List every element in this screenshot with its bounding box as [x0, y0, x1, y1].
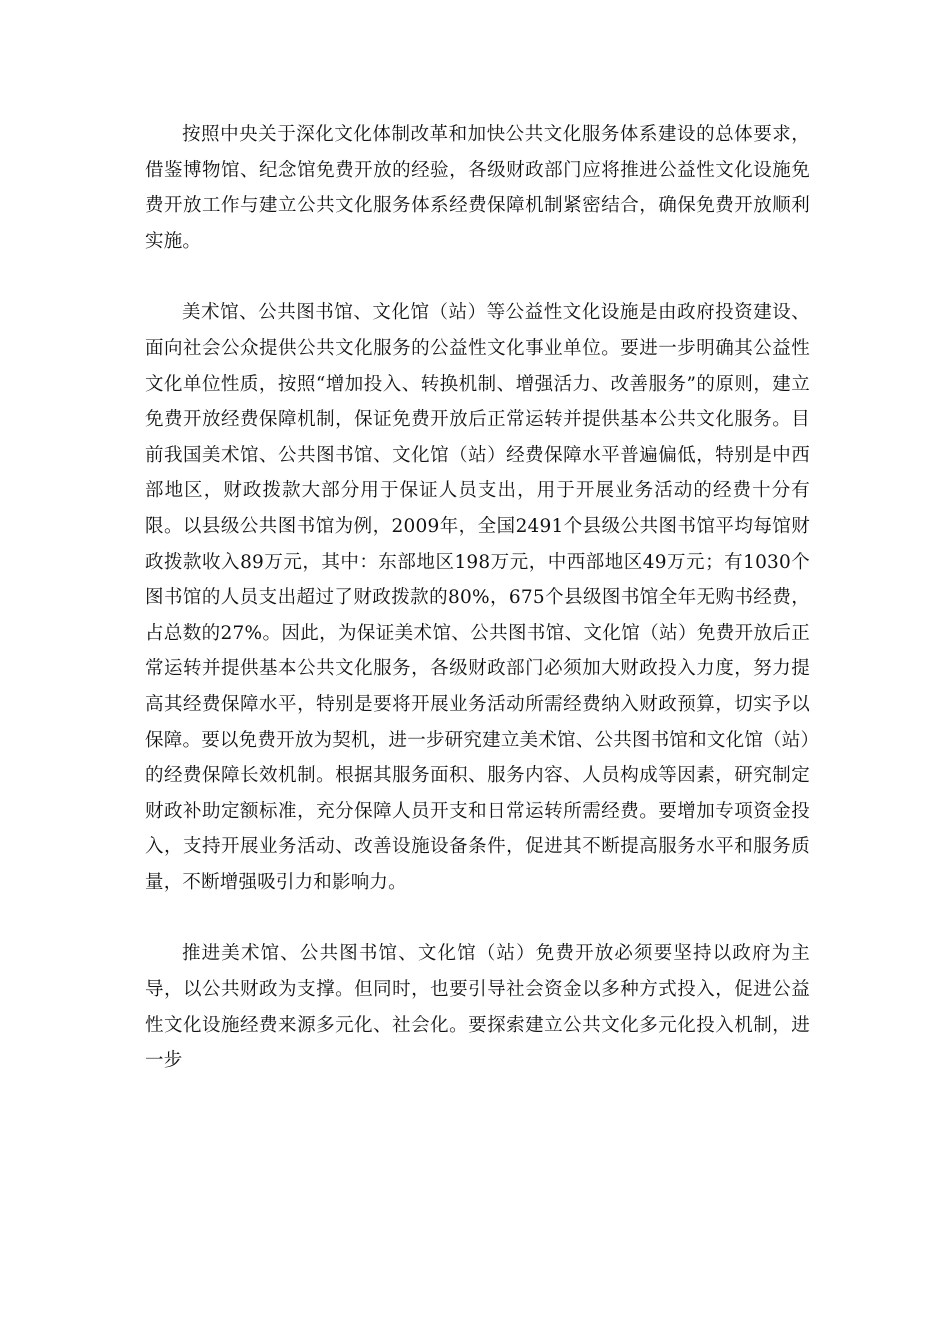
document-body: [145, 117, 810, 1079]
paragraph-1: 按照中央关于深化文化体制改革和加快公共文化服务体系建设的总体要求，借鉴博物馆、纪念馆免费开放的经验，各级财政部门应将推进公益性文化设施免费开放工作与建立公共文化服务体系经费保障机制紧密结合，确保免费开放顺利实施。: [145, 124, 810, 252]
paragraph-3: 推进美术馆、公共图书馆、文化馆（站）免费开放必须要坚持以政府为主导，以公共财政为支撑。但同时，也要引导社会资金以多种方式投入，促进公益性文化设施经费来源多元化、社会化。要探索建立公共文化多元化投入机制，进一步: [145, 943, 810, 1072]
paragraph-2: 美术馆、公共图书馆、文化馆（站）等公益性文化设施是由政府投资建设、面向社会公众提供公共文化服务的公益性文化事业单位。要进一步明确其公益性文化单位性质，按照“增加投入、转换机制、增强活力、改善服务”的原则，建立免费开放经费保障机制，保证免费开放后正常运转并提供基本公共文化服务。目前我国美术馆、公共图书馆、文化馆（站）经费保障水平普遍偏低，特别是中西部地区，财政拨款大部分用于保证人员支出，用于开展业务活动的经费十分有限。以县级公共图书馆为例，2009年，全国2491个县级公共图书馆平均每馆财政拨款收入89万元，其中：东部地区198万元，中西部地区49万元；有1030个图书馆的人员支出超过了财政拨款的80%，675个县级图书馆全年无购书经费，占总数的27%。因此，为保证美术馆、公共图书馆、文化馆（站）免费开放后正常运转并提供基本公共文化服务，各级财政部门必须加大财政投入力度，努力提高其经费保障水平，特别是要将开展业务活动所需经费纳入财政预算，切实予以保障。要以免费开放为契机，进一步研究建立美术馆、公共图书馆和文化馆（站）的经费保障长效机制。根据其服务面积、服务内容、人员构成等因素，研究制定财政补助定额标准，充分保障人员开支和日常运转所需经费。要增加专项资金投入，支持开展业务活动、改善设施设备条件，促进其不断提高服务水平和服务质量，不断增强吸引力和影响力。: [145, 302, 810, 893]
